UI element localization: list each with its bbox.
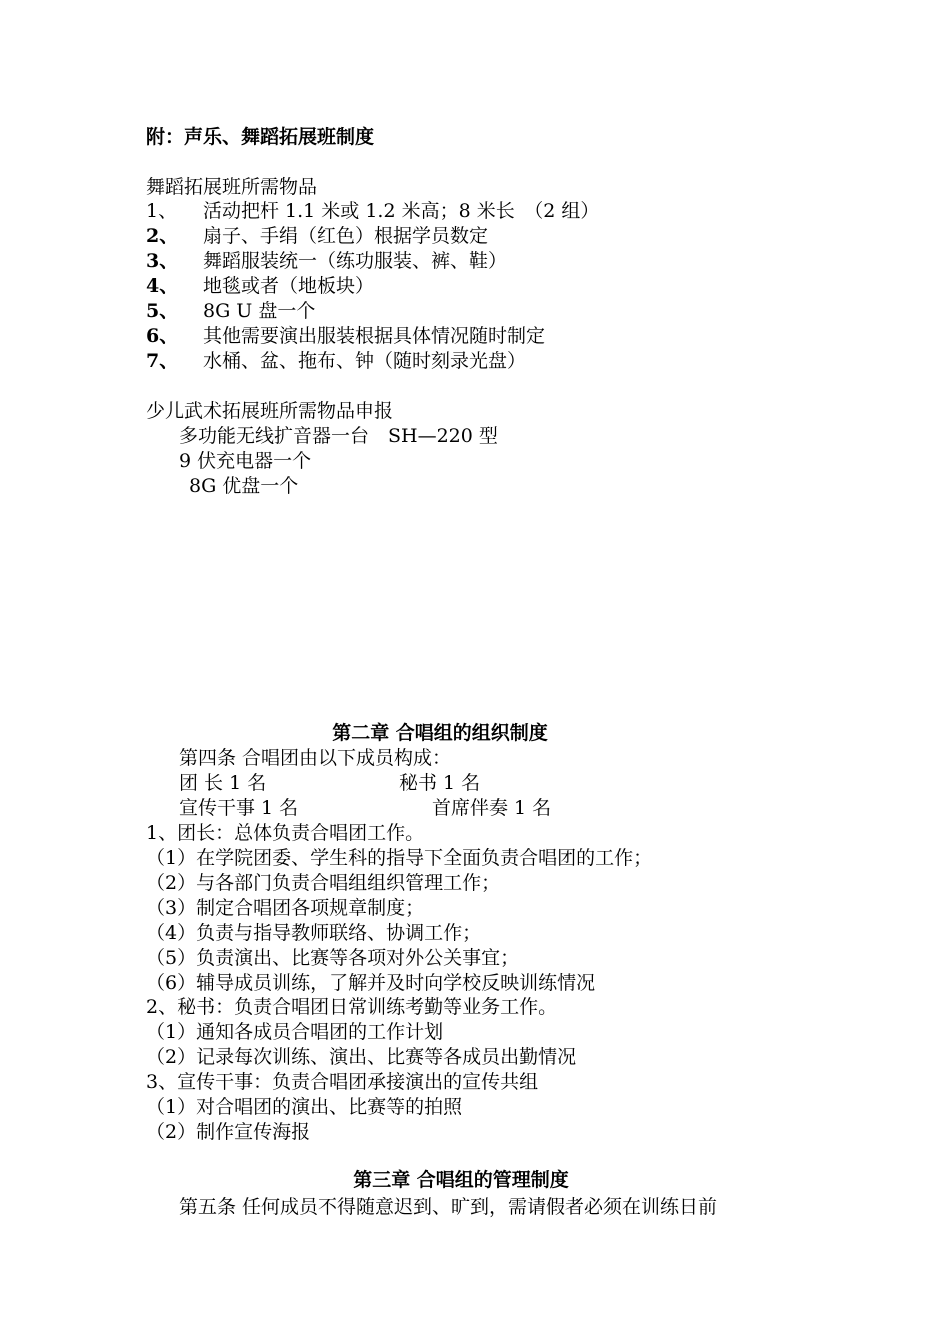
member-leader: 团 长 1 名 [179,772,267,794]
chapter3-title: 第三章 合唱组的管理制度 [353,1169,569,1191]
article5-text: 第五条 任何成员不得随意迟到、旷到，需请假者必须在训练日前 [179,1196,718,1218]
item-number: 5、 [146,300,179,322]
duty-line: 1、团长：总体负责合唱团工作。 [146,822,425,844]
appendix-title: 附：声乐、舞蹈拓展班制度 [146,126,375,148]
item-text: 地毯或者（地板块） [203,275,375,297]
duty-line: （4）负责与指导教师联络、协调工作； [146,922,482,944]
wushu-item: 多功能无线扩音器一台 SH—220 型 [179,425,498,447]
member-secretary: 秘书 1 名 [399,772,481,794]
member-publicity: 宣传干事 1 名 [179,797,299,819]
item-number: 7、 [146,350,179,372]
item-number: 1、 [146,200,178,222]
item-number: 4、 [146,275,179,297]
item-text: 8G U 盘一个 [203,300,316,322]
duty-line: （2）与各部门负责合唱组组织管理工作； [146,872,501,894]
item-text: 水桶、盆、拖布、钟（随时刻录光盘） [203,350,527,372]
duty-line: （2）制作宣传海报 [146,1121,311,1143]
item-number: 6、 [146,325,179,347]
item-text: 舞蹈服装统一（练功服装、裤、鞋） [203,250,508,272]
dance-heading: 舞蹈拓展班所需物品 [146,176,318,198]
article4-text: 第四条 合唱团由以下成员构成： [179,747,452,769]
item-text: 其他需要演出服装根据具体情况随时制定 [203,325,546,347]
item-text: 活动把杆 1.1 米或 1.2 米高；8 米长 （2 组） [203,200,600,222]
duty-line: （3）制定合唱团各项规章制度； [146,897,425,919]
wushu-item: 9 伏充电器一个 [179,450,312,472]
duty-line: （6）辅导成员训练，了解并及时向学校反映训练情况 [146,972,596,994]
duty-line: （5）负责演出、比赛等各项对外公关事宜； [146,947,520,969]
chapter2-title: 第二章 合唱组的组织制度 [332,722,548,744]
duty-line: 2、秘书：负责合唱团日常训练考勤等业务工作。 [146,996,558,1018]
member-accompanist: 首席伴奏 1 名 [432,797,552,819]
wushu-item: 8G 优盘一个 [189,475,299,497]
duty-line: （1）在学院团委、学生科的指导下全面负责合唱团的工作； [146,847,653,869]
duty-line: （2）记录每次训练、演出、比赛等各成员出勤情况 [146,1046,577,1068]
wushu-heading: 少儿武术拓展班所需物品申报 [146,400,394,422]
item-number: 2、 [146,225,179,247]
duty-line: （1）通知各成员合唱团的工作计划 [146,1021,444,1043]
duty-line: （1）对合唱团的演出、比赛等的拍照 [146,1096,463,1118]
item-number: 3、 [146,250,179,272]
duty-line: 3、宣传干事：负责合唱团承接演出的宣传共组 [146,1071,539,1093]
item-text: 扇子、手绢（红色）根据学员数定 [203,225,489,247]
